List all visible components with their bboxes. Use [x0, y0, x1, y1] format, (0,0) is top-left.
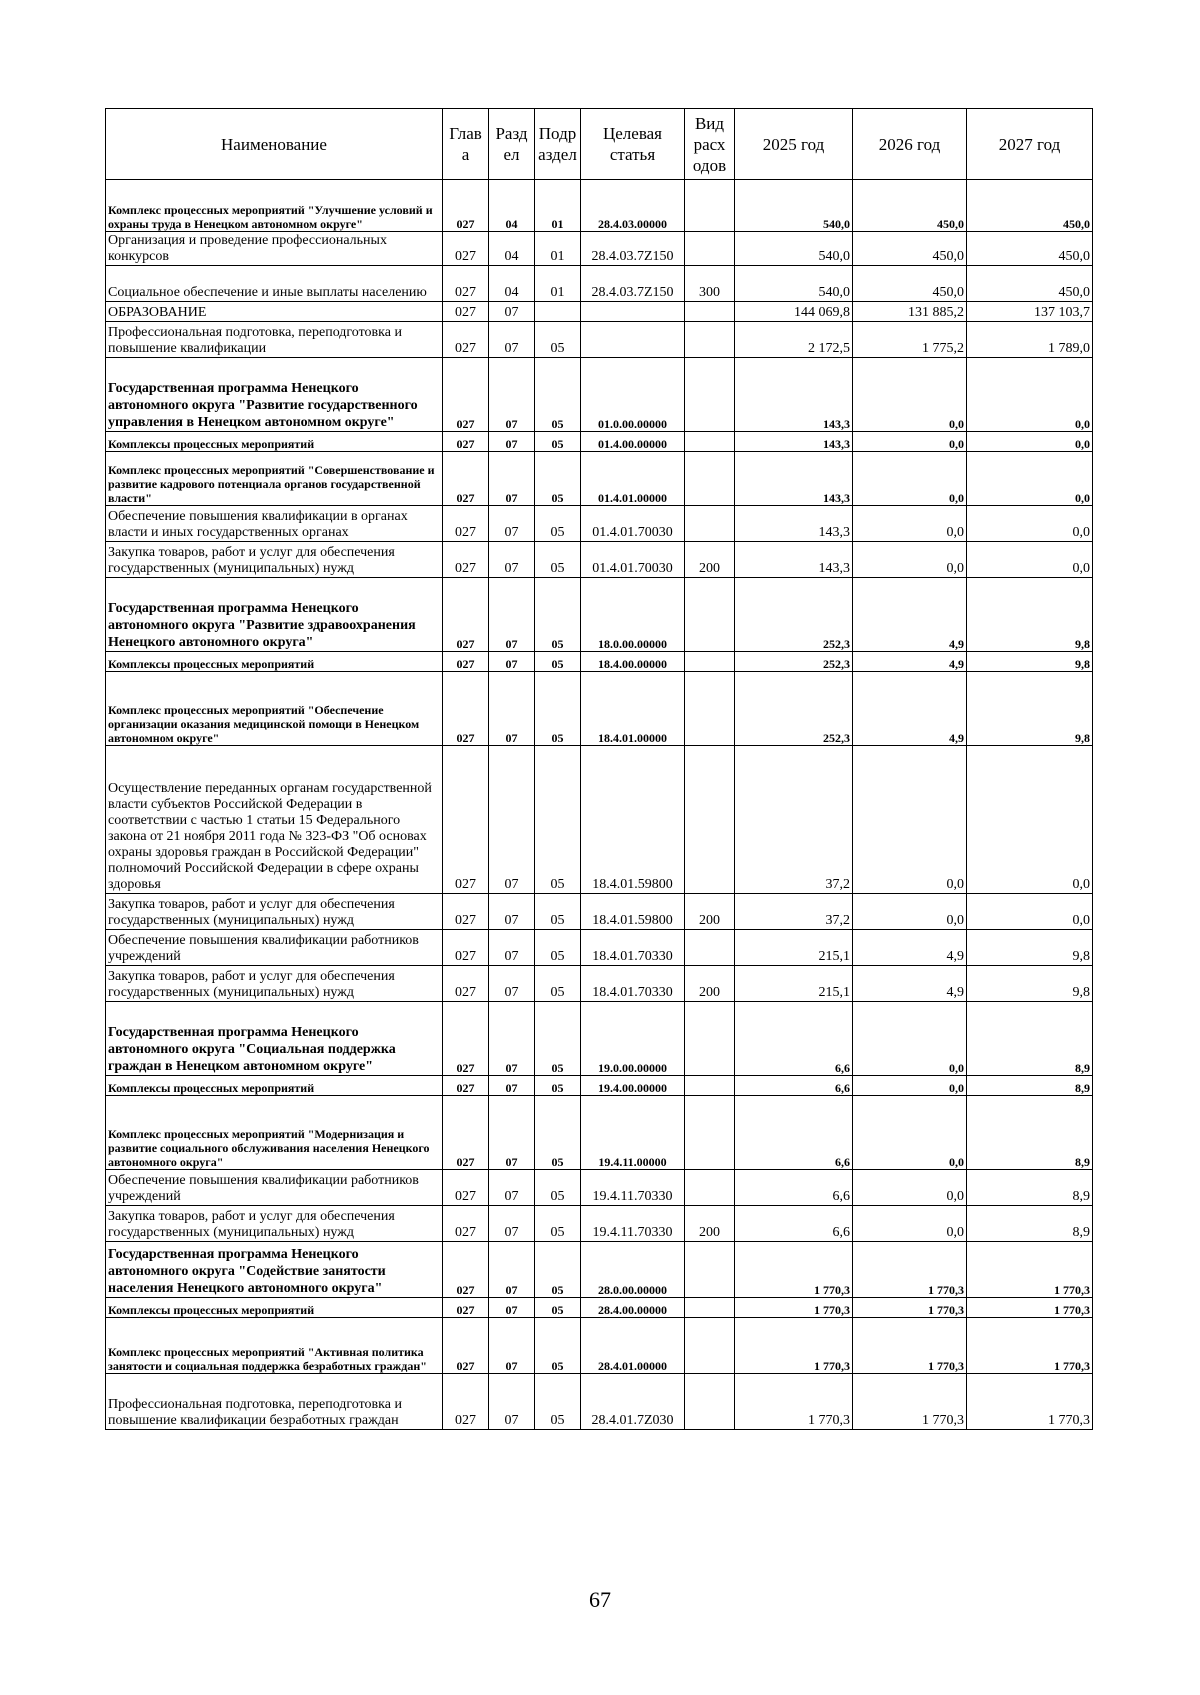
table-cell-section: 07	[489, 1170, 535, 1206]
table-cell-chapter: 027	[443, 266, 489, 302]
header-name: Наименование	[106, 109, 443, 180]
table-cell-section: 07	[489, 746, 535, 894]
table-cell-2025: 1 770,3	[735, 1242, 853, 1298]
table-cell-chapter: 027	[443, 542, 489, 578]
table-cell-2027: 8,9	[967, 1096, 1093, 1170]
table-cell-chapter: 027	[443, 1374, 489, 1430]
table-cell-name: Осуществление переданных органам государственной власти субъектов Российской Федерации в соответствии с частью 1 статьи 15 Федерального закона от 21 ноября 2011 года № 323-ФЗ "Об основах охраны здоровья граждан в Российской Федерации" полномочий Российской Федерации в сфере охраны здоровья	[106, 746, 443, 894]
table-cell-expense-type	[685, 652, 735, 672]
table-cell-2027: 9,8	[967, 930, 1093, 966]
table-cell-target: 28.4.00.00000	[581, 1298, 685, 1318]
table-row	[106, 652, 1093, 672]
table-cell-2025: 6,6	[735, 1096, 853, 1170]
table-cell-2026: 0,0	[853, 894, 967, 930]
table-cell-target: 19.4.00.00000	[581, 1076, 685, 1096]
table-cell-target: 01.4.01.00000	[581, 452, 685, 506]
table-cell-target: 19.0.00.00000	[581, 1002, 685, 1076]
table-cell-subsection: 05	[535, 1298, 581, 1318]
table-cell-chapter: 027	[443, 672, 489, 746]
table-cell-expense-type	[685, 578, 735, 652]
table-cell-2025: 215,1	[735, 966, 853, 1002]
table-cell-2025: 143,3	[735, 452, 853, 506]
table-row	[106, 302, 1093, 322]
table-cell-2025: 6,6	[735, 1170, 853, 1206]
table-cell-2025: 540,0	[735, 180, 853, 232]
table-cell-name: Обеспечение повышения квалификации в органах власти и иных государственных органах	[106, 506, 443, 542]
table-cell-expense-type: 200	[685, 894, 735, 930]
table-row	[106, 930, 1093, 966]
table-cell-subsection: 05	[535, 1096, 581, 1170]
table-row	[106, 180, 1093, 232]
header-expense-type: Вид расх одов	[685, 109, 735, 180]
table-cell-2027: 9,8	[967, 672, 1093, 746]
table-cell-target: 01.4.01.70030	[581, 542, 685, 578]
table-cell-chapter: 027	[443, 1318, 489, 1374]
table-cell-target: 18.4.01.00000	[581, 672, 685, 746]
table-cell-target: 28.4.03.7Z150	[581, 232, 685, 266]
table-cell-subsection: 05	[535, 1374, 581, 1430]
table-cell-section: 07	[489, 672, 535, 746]
table-cell-chapter: 027	[443, 506, 489, 542]
table-cell-chapter: 027	[443, 358, 489, 432]
table-cell-2026: 450,0	[853, 180, 967, 232]
table-cell-target: 18.4.01.70330	[581, 930, 685, 966]
table-cell-2027: 0,0	[967, 358, 1093, 432]
table-cell-target: 28.4.01.7Z030	[581, 1374, 685, 1430]
table-row	[106, 322, 1093, 358]
table-cell-target: 18.4.01.59800	[581, 746, 685, 894]
table-cell-section: 07	[489, 578, 535, 652]
table-cell-expense-type	[685, 1096, 735, 1170]
table-cell-name: Закупка товаров, работ и услуг для обеспечения государственных (муниципальных) нужд	[106, 542, 443, 578]
table-cell-chapter: 027	[443, 180, 489, 232]
table-cell-2027: 9,8	[967, 652, 1093, 672]
table-cell-name: Комплекс процессных мероприятий "Совершенствование и развитие кадрового потенциала органов государственной власти"	[106, 452, 443, 506]
table-cell-target: 28.0.00.00000	[581, 1242, 685, 1298]
table-cell-target: 28.4.03.00000	[581, 180, 685, 232]
table-cell-chapter: 027	[443, 322, 489, 358]
table-cell-name: Обеспечение повышения квалификации работников учреждений	[106, 930, 443, 966]
table-row	[106, 542, 1093, 578]
table-cell-2027: 450,0	[967, 266, 1093, 302]
table-row	[106, 358, 1093, 432]
table-header-row	[106, 109, 1093, 180]
table-cell-expense-type	[685, 232, 735, 266]
table-cell-name: Закупка товаров, работ и услуг для обеспечения государственных (муниципальных) нужд	[106, 966, 443, 1002]
table-row	[106, 1242, 1093, 1298]
table-row	[106, 1298, 1093, 1318]
table-cell-2026: 0,0	[853, 452, 967, 506]
table-cell-name: Комплексы процессных мероприятий	[106, 1076, 443, 1096]
table-cell-expense-type: 200	[685, 542, 735, 578]
table-cell-2026: 4,9	[853, 672, 967, 746]
table-cell-target	[581, 322, 685, 358]
table-cell-2026: 0,0	[853, 746, 967, 894]
table-row	[106, 672, 1093, 746]
table-cell-chapter: 027	[443, 930, 489, 966]
table-cell-2027: 1 770,3	[967, 1242, 1093, 1298]
table-cell-2025: 1 770,3	[735, 1318, 853, 1374]
table-cell-name: Государственная программа Ненецкого автономного округа "Социальная поддержка граждан в Ненецком автономном округе"	[106, 1002, 443, 1076]
table-cell-name: Комплекс процессных мероприятий "Улучшение условий и охраны труда в Ненецком автономном округе"	[106, 180, 443, 232]
table-cell-expense-type	[685, 1298, 735, 1318]
table-cell-target: 01.4.01.70030	[581, 506, 685, 542]
table-row	[106, 432, 1093, 452]
table-cell-2026: 0,0	[853, 1206, 967, 1242]
table-cell-section: 07	[489, 506, 535, 542]
table-cell-target: 01.0.00.00000	[581, 358, 685, 432]
table-cell-2026: 4,9	[853, 930, 967, 966]
table-cell-2025: 6,6	[735, 1076, 853, 1096]
table-cell-target: 19.4.11.00000	[581, 1096, 685, 1170]
table-cell-2027: 137 103,7	[967, 302, 1093, 322]
table-cell-subsection: 05	[535, 1242, 581, 1298]
table-cell-section: 07	[489, 1298, 535, 1318]
header-2027: 2027 год	[967, 109, 1093, 180]
table-cell-chapter: 027	[443, 1242, 489, 1298]
table-cell-name: Государственная программа Ненецкого автономного округа "Содействие занятости населения Ненецкого автономного округа"	[106, 1242, 443, 1298]
table-cell-2025: 252,3	[735, 652, 853, 672]
table-cell-name: Комплекс процессных мероприятий "Модернизация и развитие социального обслуживания населения Ненецкого автономного округа"	[106, 1096, 443, 1170]
table-cell-2026: 0,0	[853, 1076, 967, 1096]
table-cell-chapter: 027	[443, 746, 489, 894]
header-2025: 2025 год	[735, 109, 853, 180]
table-cell-chapter: 027	[443, 894, 489, 930]
table-cell-subsection: 05	[535, 1206, 581, 1242]
table-cell-name: Обеспечение повышения квалификации работников учреждений	[106, 1170, 443, 1206]
table-cell-chapter: 027	[443, 1206, 489, 1242]
table-cell-2026: 131 885,2	[853, 302, 967, 322]
table-cell-expense-type	[685, 1002, 735, 1076]
table-cell-2027: 1 770,3	[967, 1298, 1093, 1318]
table-cell-name: Комплексы процессных мероприятий	[106, 652, 443, 672]
header-target: Целевая статья	[581, 109, 685, 180]
table-cell-expense-type	[685, 358, 735, 432]
table-cell-2027: 0,0	[967, 506, 1093, 542]
table-cell-chapter: 027	[443, 232, 489, 266]
table-row	[106, 1206, 1093, 1242]
table-cell-subsection: 01	[535, 232, 581, 266]
table-cell-target: 28.4.01.00000	[581, 1318, 685, 1374]
table-cell-section: 07	[489, 322, 535, 358]
header-2026: 2026 год	[853, 109, 967, 180]
table-cell-expense-type	[685, 1374, 735, 1430]
table-cell-2026: 450,0	[853, 266, 967, 302]
table-cell-subsection: 05	[535, 578, 581, 652]
table-cell-expense-type: 200	[685, 966, 735, 1002]
table-cell-2025: 1 770,3	[735, 1374, 853, 1430]
table-cell-expense-type	[685, 930, 735, 966]
table-cell-target	[581, 302, 685, 322]
table-cell-expense-type	[685, 1318, 735, 1374]
table-cell-2027: 0,0	[967, 746, 1093, 894]
table-row	[106, 746, 1093, 894]
table-cell-expense-type	[685, 1170, 735, 1206]
table-cell-name: Комплексы процессных мероприятий	[106, 432, 443, 452]
table-cell-target: 19.4.11.70330	[581, 1170, 685, 1206]
table-cell-section: 07	[489, 452, 535, 506]
table-cell-2026: 1 770,3	[853, 1374, 967, 1430]
budget-table	[105, 108, 1093, 1430]
table-row	[106, 1374, 1093, 1430]
table-cell-subsection: 01	[535, 266, 581, 302]
table-cell-target: 18.4.01.70330	[581, 966, 685, 1002]
table-cell-chapter: 027	[443, 652, 489, 672]
table-cell-2026: 0,0	[853, 1096, 967, 1170]
table-cell-2026: 1 770,3	[853, 1298, 967, 1318]
table-cell-subsection: 05	[535, 1076, 581, 1096]
table-cell-2025: 143,3	[735, 432, 853, 452]
table-cell-subsection: 05	[535, 1002, 581, 1076]
table-cell-section: 07	[489, 1076, 535, 1096]
table-cell-2026: 0,0	[853, 1170, 967, 1206]
table-cell-target: 18.4.01.59800	[581, 894, 685, 930]
table-cell-name: Закупка товаров, работ и услуг для обеспечения государственных (муниципальных) нужд	[106, 894, 443, 930]
table-cell-subsection: 05	[535, 652, 581, 672]
table-cell-2026: 450,0	[853, 232, 967, 266]
table-row	[106, 966, 1093, 1002]
table-cell-section: 07	[489, 1318, 535, 1374]
table-cell-section: 07	[489, 894, 535, 930]
table-cell-name: Социальное обеспечение и иные выплаты населению	[106, 266, 443, 302]
table-cell-expense-type	[685, 1076, 735, 1096]
table-cell-name: Комплексы процессных мероприятий	[106, 1298, 443, 1318]
table-cell-section: 07	[489, 542, 535, 578]
table-cell-name: Профессиональная подготовка, переподготовка и повышение квалификации	[106, 322, 443, 358]
table-cell-subsection: 05	[535, 542, 581, 578]
table-cell-subsection: 05	[535, 894, 581, 930]
table-row	[106, 1318, 1093, 1374]
table-cell-expense-type	[685, 1242, 735, 1298]
table-cell-name: Закупка товаров, работ и услуг для обеспечения государственных (муниципальных) нужд	[106, 1206, 443, 1242]
table-cell-name: Профессиональная подготовка, переподготовка и повышение квалификации безработных граждан	[106, 1374, 443, 1430]
table-cell-name: Государственная программа Ненецкого автономного округа "Развитие государственного управления в Ненецком автономном округе"	[106, 358, 443, 432]
table-cell-target: 19.4.11.70330	[581, 1206, 685, 1242]
table-cell-subsection: 05	[535, 672, 581, 746]
table-row	[106, 894, 1093, 930]
table-cell-chapter: 027	[443, 578, 489, 652]
table-cell-2026: 0,0	[853, 506, 967, 542]
table-cell-subsection: 05	[535, 452, 581, 506]
table-cell-expense-type	[685, 506, 735, 542]
table-cell-subsection: 05	[535, 506, 581, 542]
table-cell-2026: 0,0	[853, 1002, 967, 1076]
table-cell-expense-type	[685, 322, 735, 358]
table-cell-2027: 0,0	[967, 542, 1093, 578]
table-cell-chapter: 027	[443, 1298, 489, 1318]
table-cell-name: Государственная программа Ненецкого автономного округа "Развитие здравоохранения Ненецкого автономного округа"	[106, 578, 443, 652]
table-cell-name: Комплекс процессных мероприятий "Активная политика занятости и социальная поддержка безработных граждан"	[106, 1318, 443, 1374]
table-cell-subsection: 05	[535, 322, 581, 358]
table-cell-2027: 450,0	[967, 180, 1093, 232]
table-cell-2025: 144 069,8	[735, 302, 853, 322]
table-cell-section: 07	[489, 1242, 535, 1298]
table-cell-2025: 540,0	[735, 232, 853, 266]
table-cell-2026: 0,0	[853, 358, 967, 432]
table-cell-expense-type	[685, 672, 735, 746]
table-cell-2025: 252,3	[735, 672, 853, 746]
table-cell-subsection: 05	[535, 1170, 581, 1206]
table-row	[106, 1096, 1093, 1170]
table-cell-subsection: 05	[535, 358, 581, 432]
table-row	[106, 266, 1093, 302]
table-cell-2027: 0,0	[967, 432, 1093, 452]
table-cell-2025: 6,6	[735, 1002, 853, 1076]
table-cell-section: 07	[489, 1374, 535, 1430]
table-cell-subsection: 05	[535, 746, 581, 894]
table-cell-chapter: 027	[443, 1170, 489, 1206]
table-cell-target: 18.4.00.00000	[581, 652, 685, 672]
table-cell-2027: 9,8	[967, 578, 1093, 652]
table-cell-2027: 8,9	[967, 1206, 1093, 1242]
table-cell-section: 07	[489, 966, 535, 1002]
table-cell-2027: 1 789,0	[967, 322, 1093, 358]
table-row	[106, 1170, 1093, 1206]
table-cell-2027: 8,9	[967, 1170, 1093, 1206]
table-cell-section: 07	[489, 432, 535, 452]
table-cell-2026: 4,9	[853, 578, 967, 652]
table-cell-2025: 1 770,3	[735, 1298, 853, 1318]
table-cell-2026: 1 770,3	[853, 1242, 967, 1298]
table-cell-2027: 1 770,3	[967, 1318, 1093, 1374]
table-cell-expense-type	[685, 432, 735, 452]
table-cell-expense-type	[685, 746, 735, 894]
table-cell-section: 07	[489, 652, 535, 672]
table-row	[106, 452, 1093, 506]
table-cell-subsection: 05	[535, 930, 581, 966]
table-cell-section: 04	[489, 232, 535, 266]
header-section: Разд ел	[489, 109, 535, 180]
table-cell-2025: 252,3	[735, 578, 853, 652]
table-cell-expense-type: 300	[685, 266, 735, 302]
table-cell-expense-type	[685, 302, 735, 322]
table-cell-2026: 0,0	[853, 432, 967, 452]
table-cell-section: 07	[489, 1206, 535, 1242]
table-cell-section: 07	[489, 358, 535, 432]
table-cell-chapter: 027	[443, 302, 489, 322]
table-cell-chapter: 027	[443, 1076, 489, 1096]
header-subsection: Подр аздел	[535, 109, 581, 180]
table-cell-2025: 143,3	[735, 358, 853, 432]
table-cell-chapter: 027	[443, 452, 489, 506]
table-cell-subsection: 05	[535, 1318, 581, 1374]
table-cell-chapter: 027	[443, 1002, 489, 1076]
table-cell-target: 28.4.03.7Z150	[581, 266, 685, 302]
table-cell-2026: 4,9	[853, 966, 967, 1002]
table-row	[106, 1076, 1093, 1096]
table-cell-2026: 0,0	[853, 542, 967, 578]
table-cell-target: 01.4.00.00000	[581, 432, 685, 452]
table-cell-2026: 1 775,2	[853, 322, 967, 358]
table-cell-2027: 1 770,3	[967, 1374, 1093, 1430]
table-cell-section: 04	[489, 266, 535, 302]
table-row	[106, 578, 1093, 652]
table-cell-name: Комплекс процессных мероприятий "Обеспечение организации оказания медицинской помощи в Ненецком автономном округе"	[106, 672, 443, 746]
table-cell-name: Организация и проведение профессиональных конкурсов	[106, 232, 443, 266]
table-cell-2025: 37,2	[735, 894, 853, 930]
table-cell-expense-type: 200	[685, 1206, 735, 1242]
table-cell-expense-type	[685, 180, 735, 232]
table-cell-2027: 0,0	[967, 894, 1093, 930]
table-cell-name: ОБРАЗОВАНИЕ	[106, 302, 443, 322]
table-row	[106, 1002, 1093, 1076]
table-cell-2025: 6,6	[735, 1206, 853, 1242]
table-cell-subsection	[535, 302, 581, 322]
table-cell-section: 07	[489, 1002, 535, 1076]
table-cell-expense-type	[685, 452, 735, 506]
header-chapter: Глав а	[443, 109, 489, 180]
table-cell-chapter: 027	[443, 432, 489, 452]
table-cell-2027: 8,9	[967, 1002, 1093, 1076]
table-cell-subsection: 05	[535, 432, 581, 452]
table-cell-2025: 2 172,5	[735, 322, 853, 358]
table-cell-2027: 450,0	[967, 232, 1093, 266]
table-cell-2026: 4,9	[853, 652, 967, 672]
table-cell-target: 18.0.00.00000	[581, 578, 685, 652]
table-cell-section: 07	[489, 1096, 535, 1170]
table-cell-subsection: 05	[535, 966, 581, 1002]
table-row	[106, 506, 1093, 542]
table-cell-subsection: 01	[535, 180, 581, 232]
table-cell-2027: 8,9	[967, 1076, 1093, 1096]
page-number: 67	[589, 1587, 611, 1612]
table-cell-section: 07	[489, 302, 535, 322]
table-cell-2026: 1 770,3	[853, 1318, 967, 1374]
table-cell-section: 04	[489, 180, 535, 232]
table-cell-2025: 143,3	[735, 506, 853, 542]
table-cell-2025: 37,2	[735, 746, 853, 894]
table-cell-2025: 143,3	[735, 542, 853, 578]
table-row	[106, 232, 1093, 266]
table-cell-2025: 540,0	[735, 266, 853, 302]
table-cell-2027: 0,0	[967, 452, 1093, 506]
table-cell-chapter: 027	[443, 966, 489, 1002]
table-cell-2027: 9,8	[967, 966, 1093, 1002]
table-cell-section: 07	[489, 930, 535, 966]
table-cell-chapter: 027	[443, 1096, 489, 1170]
table-cell-2025: 215,1	[735, 930, 853, 966]
